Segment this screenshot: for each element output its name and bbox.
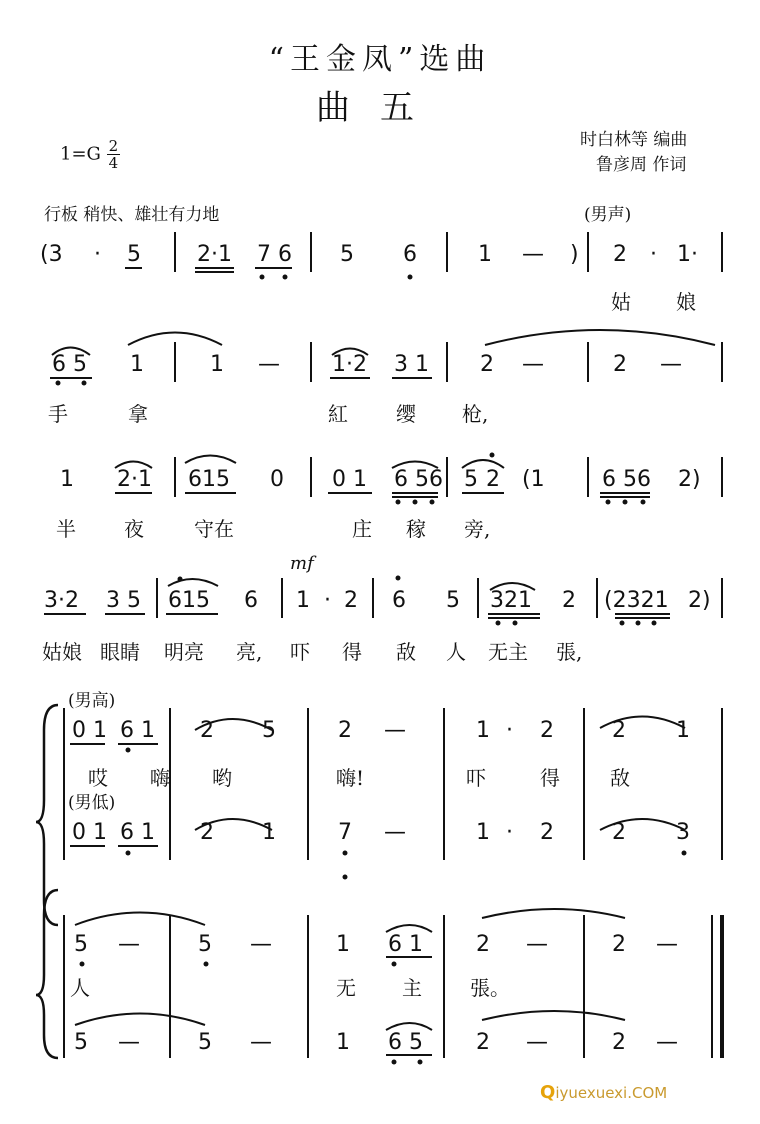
note: 2 xyxy=(540,718,554,743)
note: 5 xyxy=(446,588,460,613)
note: 2 xyxy=(480,352,494,377)
note: 1·2 xyxy=(332,352,367,377)
note: 2 xyxy=(338,718,352,743)
note: 5 xyxy=(464,467,478,492)
lyric: 人 xyxy=(446,640,466,664)
tempo-marking: 行板 稍快、雄壮有力地 xyxy=(44,205,220,225)
note: 6 1 xyxy=(120,718,155,743)
lyric: 无 xyxy=(336,976,356,1000)
note: 1 xyxy=(478,242,492,267)
note: 1 xyxy=(476,718,490,743)
note: 6 1 xyxy=(120,820,155,845)
note: 321 xyxy=(490,588,532,613)
note: 7 6 xyxy=(257,242,292,267)
lyric: 張。 xyxy=(470,976,510,1000)
note: — xyxy=(118,1030,140,1055)
lyric: 庄 xyxy=(352,517,372,541)
note: 2·1 xyxy=(197,242,232,267)
note: 3·2 xyxy=(44,588,79,613)
note: 5 xyxy=(198,932,212,957)
lyric: 嗨! xyxy=(336,766,365,790)
note: 6 5 xyxy=(52,352,87,377)
note: 5 xyxy=(74,1030,88,1055)
note: 0 1 xyxy=(332,467,367,492)
time-denominator: 4 xyxy=(108,154,119,172)
dynamic-marking: mf xyxy=(290,553,314,574)
note: 2 xyxy=(344,588,358,613)
note: 2 xyxy=(613,242,627,267)
note: — xyxy=(656,932,678,957)
lyric: 亮, xyxy=(236,640,263,664)
time-signature xyxy=(107,138,121,171)
key-text: 1=G xyxy=(60,143,101,165)
note: ) xyxy=(570,242,579,267)
lyric: 主 xyxy=(402,976,422,1000)
note: 6 5 xyxy=(388,1030,423,1055)
note: · xyxy=(94,242,101,267)
site-watermark xyxy=(540,1082,667,1103)
lyric: 紅 xyxy=(328,402,348,426)
note: (2321 xyxy=(604,588,669,613)
note: 2 xyxy=(200,718,214,743)
note: 2 xyxy=(612,932,626,957)
note: 3 xyxy=(676,820,690,845)
note: 1 xyxy=(336,932,350,957)
lyric: 得 xyxy=(342,640,362,664)
note: 2 xyxy=(613,352,627,377)
note: (3 xyxy=(40,242,63,267)
note: 1 xyxy=(60,467,74,492)
note: · xyxy=(506,820,513,845)
note: 2 xyxy=(612,718,626,743)
lyric: 无主 xyxy=(488,640,528,664)
note: 6 xyxy=(244,588,258,613)
note: · xyxy=(324,588,331,613)
lyric: 夜 xyxy=(124,517,144,541)
lyric: 哟 xyxy=(212,766,232,790)
note: — xyxy=(656,1030,678,1055)
lyric: 得 xyxy=(540,766,560,790)
lyric: 姑娘 xyxy=(42,640,82,664)
voice-label-low: (男低) xyxy=(68,793,116,813)
watermark-domain: iyuexuexi.COM xyxy=(555,1084,668,1102)
note: 1· xyxy=(677,242,698,267)
note: — xyxy=(526,1030,548,1055)
lyric: 吓 xyxy=(290,640,310,664)
note: 5 xyxy=(340,242,354,267)
note: 3 5 xyxy=(106,588,141,613)
lyric: 張, xyxy=(556,640,583,664)
note: 2·1 xyxy=(117,467,152,492)
lyric: 半 xyxy=(56,517,76,541)
lyric: 守在 xyxy=(194,517,234,541)
note: 615 xyxy=(188,467,230,492)
lyric: 明亮 xyxy=(164,640,204,664)
note: — xyxy=(250,932,272,957)
watermark-q: Q xyxy=(540,1082,556,1103)
note: 1 xyxy=(262,820,276,845)
voice-label-male: (男声) xyxy=(584,205,632,225)
note: — xyxy=(660,352,682,377)
note: 2 xyxy=(540,820,554,845)
note: 5 xyxy=(198,1030,212,1055)
note: 1 xyxy=(296,588,310,613)
note: — xyxy=(522,352,544,377)
note: 1 xyxy=(676,718,690,743)
note: · xyxy=(506,718,513,743)
lyric: 娘 xyxy=(676,290,696,314)
note: 6 1 xyxy=(388,932,423,957)
note: 1 xyxy=(476,820,490,845)
note: 5 xyxy=(127,242,141,267)
note: · xyxy=(650,242,657,267)
lyric: 稼 xyxy=(406,517,426,541)
note: — xyxy=(250,1030,272,1055)
note: 2) xyxy=(678,467,701,492)
lyric: 缨 xyxy=(396,402,416,426)
note: 0 1 xyxy=(72,718,107,743)
lyric: 人 xyxy=(70,976,90,1000)
time-numerator: 2 xyxy=(108,137,119,155)
note: 5 xyxy=(74,932,88,957)
note: 6 xyxy=(403,242,417,267)
lyric: 枪, xyxy=(462,402,489,426)
note: 615 xyxy=(168,588,210,613)
composer-credit: 时白林等 编曲 xyxy=(580,130,688,150)
note: — xyxy=(522,242,544,267)
lyric: 拿 xyxy=(128,402,148,426)
song-collection-title: “王金凤”选曲 xyxy=(268,42,492,77)
lyric: 吓 xyxy=(466,766,486,790)
lyric: 哎 xyxy=(88,766,108,790)
note: — xyxy=(258,352,280,377)
lyric: 手 xyxy=(48,402,68,426)
key-signature xyxy=(60,138,120,171)
note: 6 xyxy=(392,588,406,613)
note: — xyxy=(118,932,140,957)
note: 7 xyxy=(338,820,352,845)
note: 0 xyxy=(270,467,284,492)
note: 2 xyxy=(476,1030,490,1055)
voice-label-high: (男高) xyxy=(68,691,116,711)
note: 3 1 xyxy=(394,352,429,377)
note: — xyxy=(384,718,406,743)
note: 2) xyxy=(688,588,711,613)
note: 6 56 xyxy=(602,467,651,492)
note: 2 xyxy=(486,467,500,492)
note: (1 xyxy=(522,467,545,492)
note: 0 1 xyxy=(72,820,107,845)
lyric: 嗨 xyxy=(150,766,170,790)
lyric: 姑 xyxy=(611,290,631,314)
lyric: 敌 xyxy=(396,640,416,664)
note: 1 xyxy=(210,352,224,377)
note: 2 xyxy=(612,820,626,845)
note: 2 xyxy=(200,820,214,845)
lyric: 眼睛 xyxy=(100,640,140,664)
note: 2 xyxy=(612,1030,626,1055)
lyric: 敌 xyxy=(610,766,630,790)
note: 1 xyxy=(130,352,144,377)
lyricist-credit: 鲁彦周 作词 xyxy=(596,155,687,175)
note: — xyxy=(384,820,406,845)
note: 2 xyxy=(476,932,490,957)
note: 5 xyxy=(262,718,276,743)
note: 2 xyxy=(562,588,576,613)
note: 1 xyxy=(336,1030,350,1055)
song-title: 曲五 xyxy=(316,88,444,128)
note: — xyxy=(526,932,548,957)
note: 6 56 xyxy=(394,467,443,492)
lyric: 旁, xyxy=(464,517,491,541)
